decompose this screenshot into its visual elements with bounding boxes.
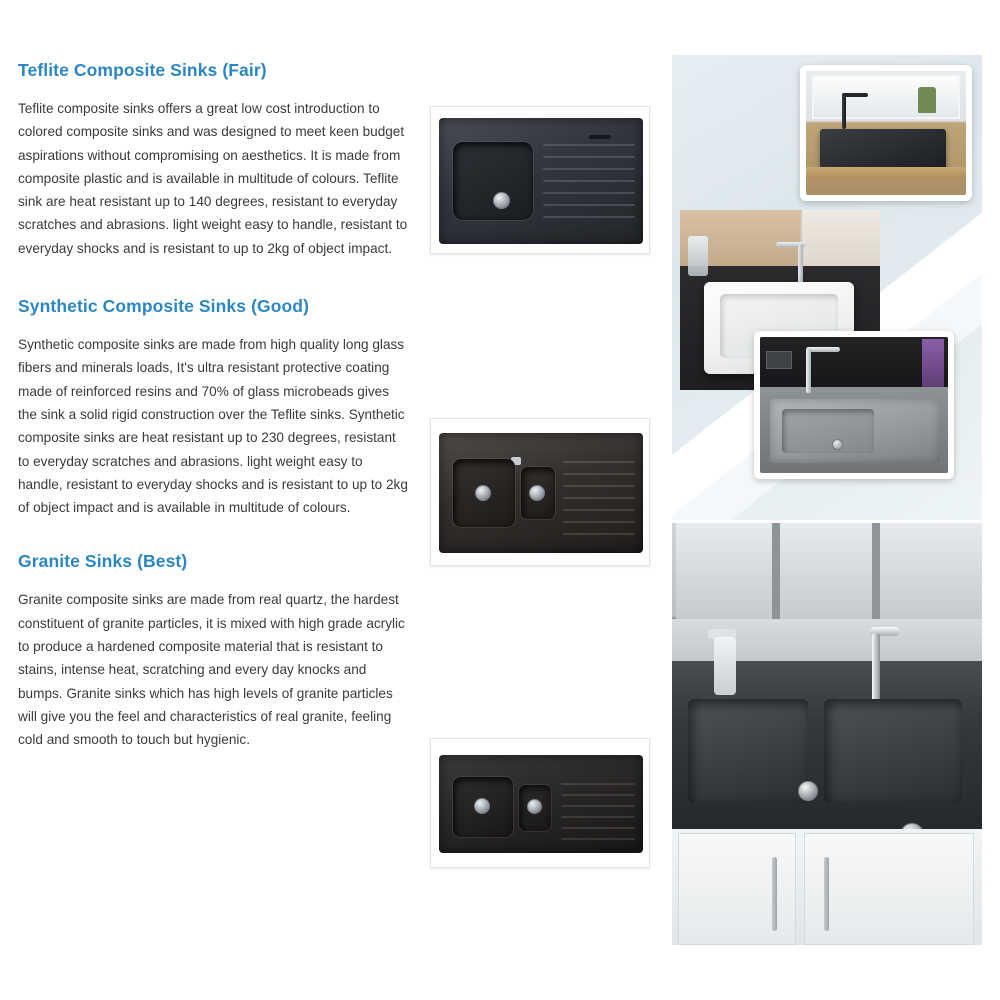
section-body-teflite: Teflite composite sinks offers a great low cost introduction to colored composite sinks and was designed to meet keen budget aspirations without compromising on aesthetics. It is made from composite plastic and is available in multitude of colours. Teflite sink are heat resistant up to 140 degrees, resistant to everyday scratches and abrasions. light weight easy to handle, resistant to everyday shocks and is resistant to up to 2kg of object impact. [18,101,408,256]
collage-top-photo [672,55,982,520]
drain-icon-half [527,799,542,814]
sink-body [439,755,643,853]
drain-icon-half [529,485,545,501]
plant-icon [918,87,936,113]
teflite-sink-illustration [431,107,649,253]
soap-dispenser-icon [714,637,736,695]
section-synthetic [18,296,410,519]
sink-body [439,433,643,553]
faucet-icon [798,244,803,284]
inset-dark-sink-window-photo [800,65,972,201]
inset-photo-inner [806,71,966,195]
faucet-icon [806,349,811,393]
inset-grey-granite-sink-photo [754,331,954,479]
section-teflite [18,60,410,260]
drain-icon [832,439,843,450]
control-panel [766,351,792,369]
granite-sink-illustration [431,739,649,867]
drain-icon [493,192,510,209]
section-heading-teflite: Teflite Composite Sinks (Fair) [18,60,267,80]
kitchen-window [676,523,982,619]
collage-bottom-photo [672,523,982,945]
wall-cabinet [800,210,880,266]
drain-icon-main [474,798,490,814]
dark-sink-body [820,129,946,169]
article-text-column [18,60,410,778]
synthetic-sink-illustration [431,419,649,565]
granite-sink-bowl-left [688,699,808,803]
section-body-granite: Granite composite sinks are made from real quartz, the hardest constituent of granite particles, it is mixed with high grade acrylic to produce a hardened composite material that is resistant to stains, intense heat, scratching and every day knocks and bumps. Granite sinks which has high levels of granite particles will give you the feel and characteristics of real granite, feeling cold and smooth to touch but hygienic. [18,592,405,748]
glass-jar [688,236,708,276]
section-heading-granite: Granite Sinks (Best) [18,551,188,572]
section-granite [18,551,410,751]
section-body-synthetic: Synthetic composite sinks are made from high quality long glass fibers and minerals loads, It's ultra resistant protective coating made of reinforced resins and 70% of glass microbeads gives the sink a solid rigid construction over the Teflite sinks. Synthetic composite sinks are heat resistant up to 230 degrees, resistant to everyday scratches and abrasions. light weight easy to handle, resistant to everyday shocks and is resistant to up to 2kg of object impact and is available in multitude of colours. [18,337,408,516]
sink-bowl [453,142,533,220]
drainer-grooves [563,457,635,539]
drainer-grooves [543,138,635,224]
drainer-grooves [561,779,635,843]
grey-sink-bowl [782,409,874,453]
product-image-synthetic-sink [430,418,650,566]
product-image-teflite-sink [430,106,650,254]
section-heading-synthetic: Synthetic Composite Sinks (Good) [18,296,310,317]
purple-accent-panel [922,339,944,387]
faucet-icon [842,95,846,129]
photo-collage [672,55,982,945]
kitchen-window [812,75,960,119]
faucet-arm [806,347,840,352]
wooden-worktop [806,167,966,179]
inset-photo-inner [760,337,948,473]
product-image-granite-sink [430,738,650,868]
drain-icon-main [475,485,491,501]
base-cabinets [672,829,982,945]
sink-body [439,118,643,244]
drain-icon-left [798,781,818,801]
grey-sink-body [770,399,940,463]
granite-sink-bowl-right [824,699,962,803]
